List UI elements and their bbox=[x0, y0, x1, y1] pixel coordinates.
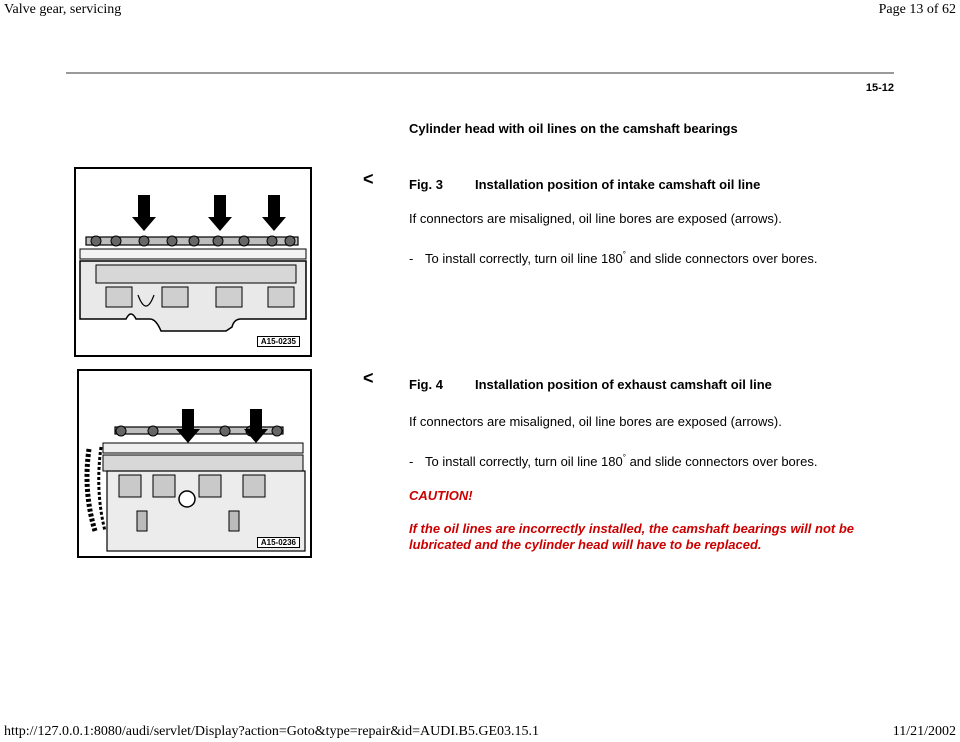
figure-4-caption bbox=[409, 377, 772, 392]
figure-3-pointer-icon: < bbox=[363, 169, 374, 189]
figure-4-pointer-icon: < bbox=[363, 368, 374, 388]
step-text-before: To install correctly, turn oil line 180 bbox=[425, 251, 623, 266]
step-bullet: - bbox=[409, 454, 414, 469]
caution-title: CAUTION! bbox=[409, 488, 473, 503]
figure-3-image bbox=[74, 167, 312, 357]
step-text-after: and slide connectors over bores. bbox=[625, 251, 818, 266]
step-bullet: - bbox=[409, 251, 414, 266]
intake-camshaft-drawing bbox=[76, 169, 310, 355]
figure-4-text: If connectors are misaligned, oil line bores are exposed (arrows). bbox=[409, 414, 782, 429]
exhaust-camshaft-drawing bbox=[79, 371, 310, 556]
figure-3-text: If connectors are misaligned, oil line bores are exposed (arrows). bbox=[409, 211, 782, 226]
figure-3-caption-text: Installation position of intake camshaft oil line bbox=[475, 177, 761, 192]
figure-3-label: A15-0235 bbox=[257, 336, 300, 347]
degree-symbol: ° bbox=[622, 250, 626, 259]
figure-4-number: Fig. 4 bbox=[409, 377, 443, 392]
step-text-after: and slide connectors over bores. bbox=[625, 454, 818, 469]
page-indicator: Page 13 of 62 bbox=[878, 2, 956, 17]
figure-4-caption-text: Installation position of exhaust camshaft oil line bbox=[475, 377, 772, 392]
figure-3-number: Fig. 3 bbox=[409, 177, 443, 192]
caution-text: If the oil lines are incorrectly installed, the camshaft bearings will not be lubricated and the cylinder head will have to be replaced. bbox=[409, 521, 855, 552]
footer-date: 11/21/2002 bbox=[892, 724, 956, 739]
figure-4-step bbox=[409, 453, 817, 469]
figure-4-label: A15-0236 bbox=[257, 537, 300, 548]
document-title: Valve gear, servicing bbox=[4, 2, 122, 17]
section-title: Cylinder head with oil lines on the camshaft bearings bbox=[409, 121, 738, 136]
degree-symbol: ° bbox=[622, 453, 626, 462]
header-rule bbox=[66, 72, 894, 74]
page-number: 15-12 bbox=[865, 82, 894, 94]
figure-4-image bbox=[77, 369, 312, 558]
figure-3-step bbox=[409, 250, 817, 266]
step-text-before: To install correctly, turn oil line 180 bbox=[425, 454, 623, 469]
figure-3-caption bbox=[409, 177, 760, 192]
footer-url: http://127.0.0.1:8080/audi/servlet/Display?action=Goto&type=repair&id=AUDI.B5.GE03.15.1 bbox=[4, 724, 539, 739]
